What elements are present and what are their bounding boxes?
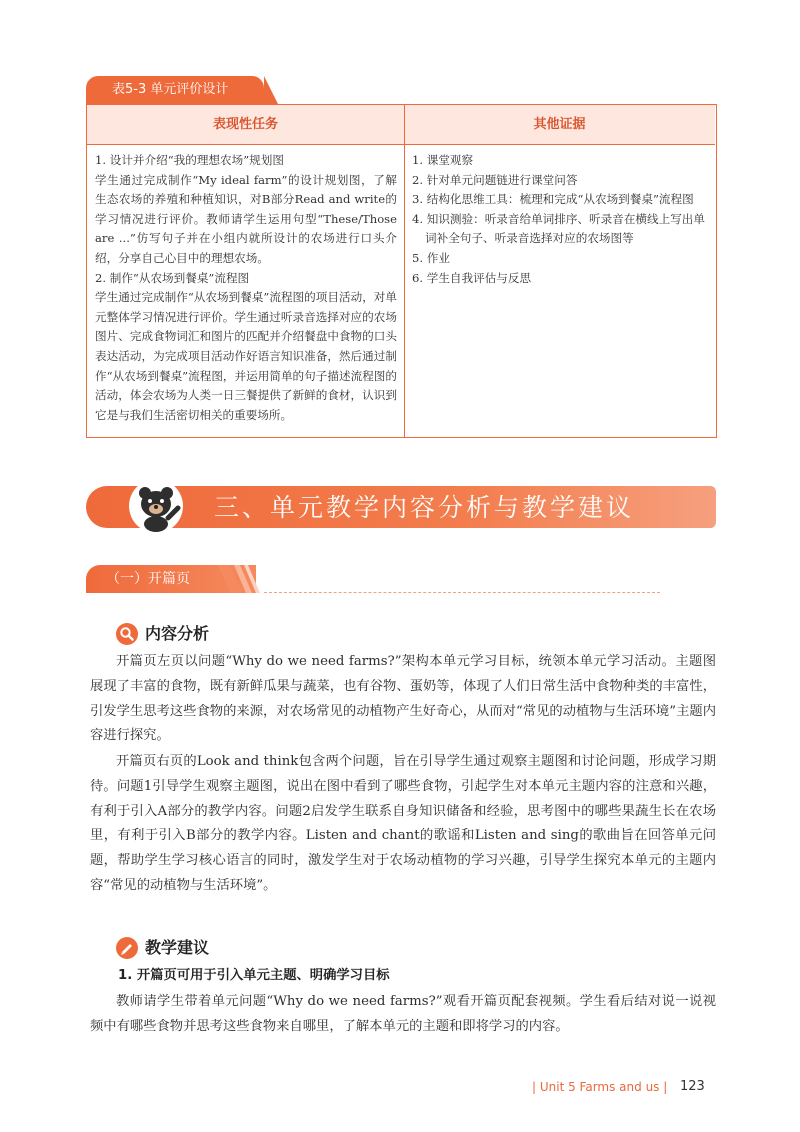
suggestion-1-text: 教师请学生带着单元问题“Why do we need farms?”观看开篇页配套视频。学生看后结对说一说视频中有哪些食物并思考这些食物来自哪里，了解本单元的主题和即将学习的内容。	[90, 994, 716, 1034]
content-analysis-paragraph-2: 开篇页右页的Look and think包含两个问题，旨在引导学生通过观察主题图和讨论问题，形成学习期待。问题1引导学生观察主题图，说出在图中看到了哪些食物，引起学生对本单元主题内容的注意和兴趣，有利于引入A部分的教学内容。问题2启发学生联系自身知识储备和经验，思考图中的哪些果蔬生长在农场里，有利于引入B部分的教学内容。Listen and chant的歌谣和Listen and sing的歌曲旨在回答单元问题，帮助学生学习核心语言的同时，激发学生对于农场动植物的学习兴趣，引导学生探究本单元的主题内容“常见的动植物与生活环境”。	[90, 754, 716, 893]
table-column-divider	[404, 105, 405, 437]
magnifier-icon	[116, 623, 138, 645]
section-title: 三、单元教学内容分析与教学建议	[214, 493, 635, 522]
evaluation-table	[86, 104, 717, 438]
page-number: 123	[680, 1079, 705, 1094]
pencil-icon	[116, 937, 138, 959]
table-caption: 表5-3 单元评价设计	[86, 76, 264, 104]
evidence-item: 3. 结构化思维工具：梳理和完成“从农场到餐桌”流程图	[412, 192, 694, 207]
content-analysis-paragraph-1: 开篇页左页以问题“Why do we need farms?”架构本单元学习目标，统领本单元学习活动。主题图展现了丰富的食物，既有新鲜瓜果与蔬菜，也有谷物、蛋奶等，体现了人们日常生活中食物种类的丰富性，引发学生思考这些食物的来源，对农场常见的动植物产生好奇心，从而对“常见的动植物与生活环境”主题内容进行探究。	[90, 654, 716, 744]
evidence-item: 1. 课堂观察	[412, 153, 474, 167]
evidence-item: 2. 针对单元问题链进行课堂问答	[412, 172, 578, 187]
suggestion-1-title: 1. 开篇页可用于引入单元主题、明确学习目标	[118, 968, 390, 983]
evidence-item: 6. 学生自我评估与反思	[412, 270, 532, 285]
table-cell-other-evidence	[412, 151, 712, 288]
task-1-description: 学生通过完成制作“My ideal farm”的设计规划图，了解生态农场的养殖和种植知识，对B部分Read and write的学习情况进行评价。教师请学生运用句型“These/Those are ...”仿写句子并在小组内就所设计的农场进行口头介绍，分享自己心目中的理想农场。	[95, 172, 397, 265]
evidence-item: 5. 作业	[412, 250, 450, 265]
bear-mascot-icon	[128, 478, 184, 534]
table-header-performance-tasks: 表现性任务	[87, 105, 404, 145]
task-2-description: 学生通过完成制作“从农场到餐桌”流程图的项目活动，对单元整体学习情况进行评价。学生通过听录音选择对应的农场图片、完成食物词汇和图片的匹配并介绍餐盘中食物的口头表达活动，为完成项目活动作好语言知识准备，然后通过制作“从农场到餐桌”流程图，并运用简单的句子描述流程图的活动，体会农场为人类一日三餐提供了新鲜的食材，认识到它是与我们生活密切相关的重要场所。	[95, 290, 397, 422]
evidence-item: 4. 知识测验：听录音给单词排序、听录音在横线上写出单词补全句子、听录音选择对应的农场图等	[412, 211, 705, 246]
dashed-divider	[264, 592, 660, 593]
task-1-title: 1. 设计并介绍“我的理想农场”规划图	[95, 153, 284, 167]
table-header-other-evidence: 其他证据	[404, 105, 715, 145]
tab-stripes-decoration	[218, 565, 264, 593]
teaching-suggestions-heading: 教学建议	[145, 938, 210, 957]
content-analysis-heading: 内容分析	[145, 624, 210, 643]
footer-unit-label: | Unit 5 Farms and us |	[532, 1080, 668, 1094]
subsection-tab: （一）开篇页	[86, 565, 256, 593]
table-cell-performance-tasks	[95, 151, 397, 425]
task-2-title: 2. 制作“从农场到餐桌”流程图	[95, 270, 250, 285]
